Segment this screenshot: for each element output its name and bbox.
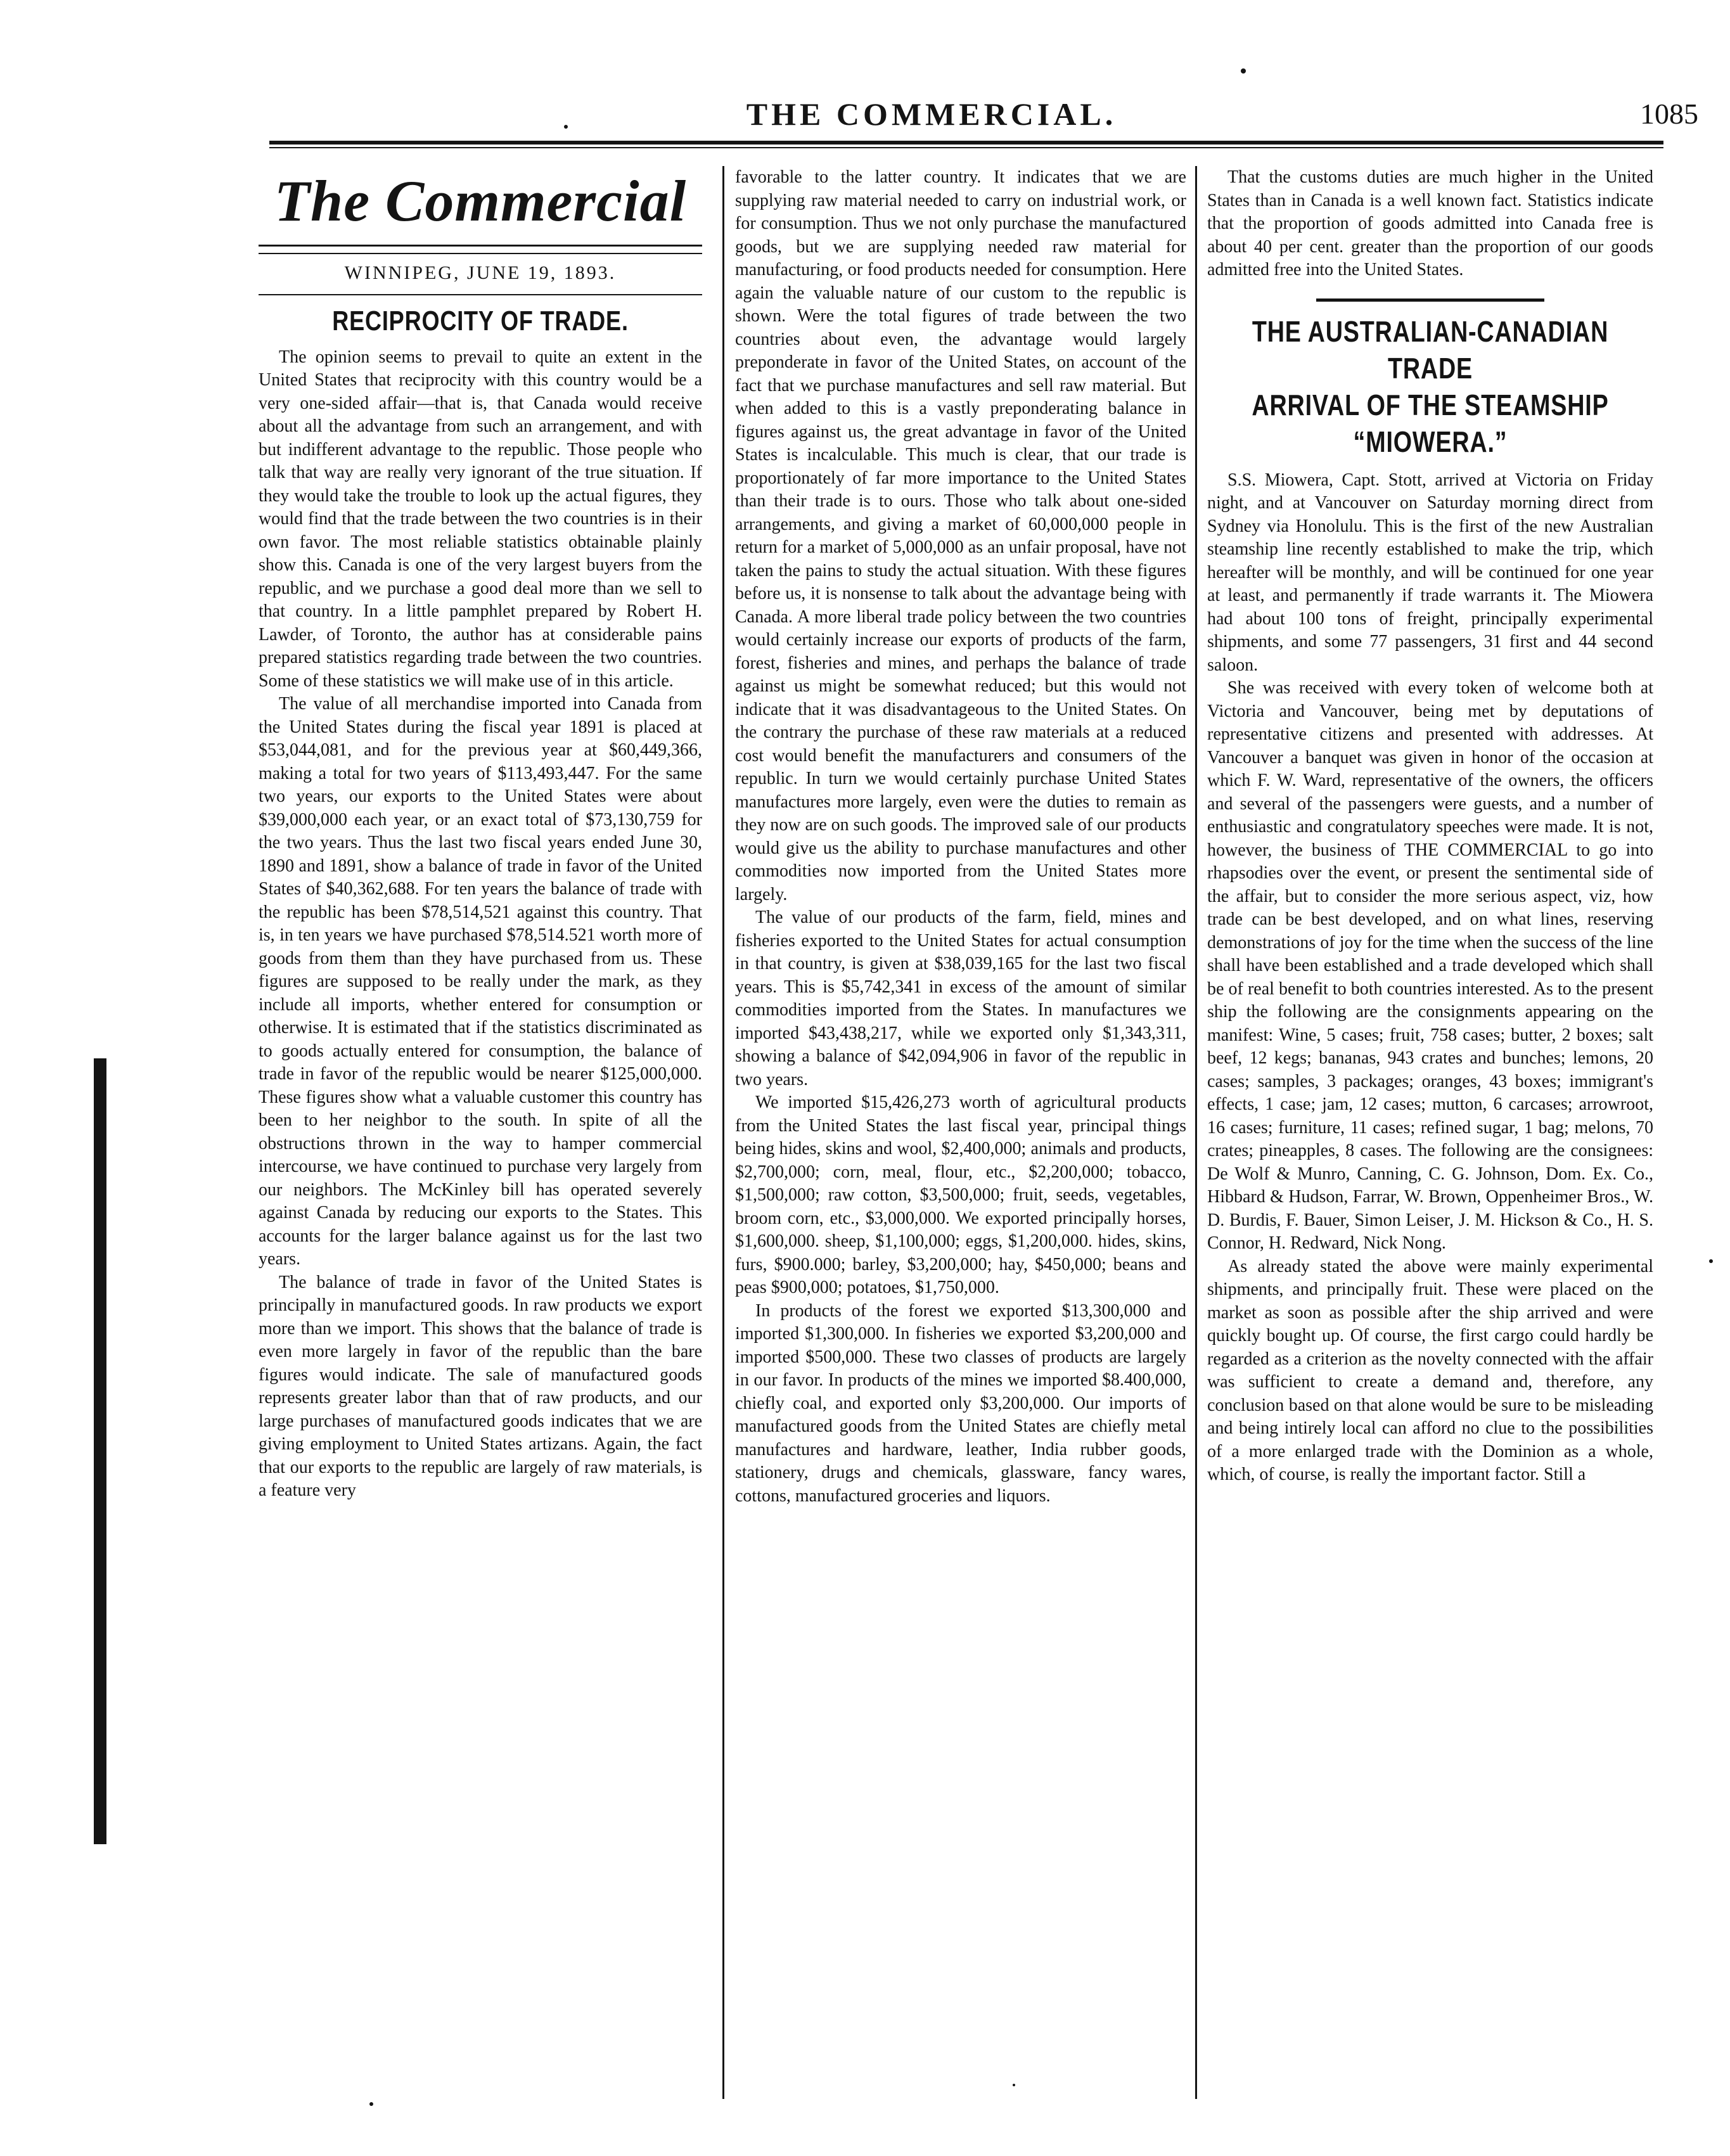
article-paragraph: favorable to the latter country. It indicates that we are supplying raw material needed to carry on industrial work, or for consumption. Thus we not only purchase the manufactured goods, but we are supplying needed raw material for manufacturing, or food products needed for consumption. Here again the valuable nature of our custom to the republic is shown. Were the total figures of trade between the two countries about even, the advantage would largely preponderate in favor of the United States, on account of the fact that we purchase manufactures and sell raw material. But when added to this is a vastly preponderating balance in figures against us, the great advantage in favor of the United States is incalculable. This much is clear, that our trade is proportionately of far more importance to the United States than their trade is to ours. Those who talk about one-sided arrangements, and giving a market of 60,000,000 people in return for a market of 5,000,000 as an unfair proposal, have not taken the pains to study the actual situation. With these figures before us, it is nonsense to talk about the advantage being with Canada. A more liberal trade policy between the two countries would certainly increase our exports of products of the farm, forest, fisheries and mines, and perhaps the balance of trade against us might be somewhat reduced; but this would not indicate that it was disadvantageous to the United States. On the contrary the purchase of these raw materials at a reduced cost would benefit the manufacturers and consumers of the republic. In turn we would certainly purchase United States manufactures more largely, even were the duties to remain as they now are on such goods. The improved sale of our products would give us the ability to purchase manufactures and other commodities now imported from the United States more largely.: [735, 167, 1186, 904]
column-1: [259, 166, 702, 1503]
section-divider: [1316, 298, 1544, 302]
heading-line: ARRIVAL OF THE STEAMSHIP: [1252, 388, 1609, 421]
speck: [1709, 1259, 1713, 1263]
column-3: [1207, 166, 1653, 1487]
running-head: [0, 95, 1730, 133]
speck: [1013, 2084, 1015, 2086]
heading-line: “MIOWERA.”: [1353, 425, 1508, 458]
article-paragraph: She was received with every token of welcome both at Victoria and Vancouver, being met by deputations of representative citizens and presented with addresses. At Vancouver a banquet was given in honor of the occasion at which F. W. Ward, representative of the owners, the officers and several of the passengers were guests, and a number of enthusiastic and congratulatory speeches were made. It is not, however, the business of THE COMMERCIAL to go into rhapsodies over the event, or present the sentimental side of the affair, but to consider the more serious aspect, viz, how trade can be best developed, and on what lines, reserving demonstrations of joy for the time when the success of the line shall have been established and a trade developed which shall be of real benefit to both countries interested. As to the present ship the following are the consignments appearing on the manifest: Wine, 5 cases; fruit, 758 cases; butter, 2 boxes; salt beef, 12 kegs; bananas, 943 crates and bunches; lemons, 20 cases; samples, 3 packages; oranges, 43 boxes; immigrant's effects, 1 case; jam, 12 cases; mutton, 6 carcases; arrowroot, 16 cases; furniture, 11 cases; refined sugar, 1 bag; melons, 70 crates; pineapples, 8 cases. The following are the consignees: De Wolf & Munro, Canning, C. G. Johnson, Dom. Ex. Co., Hibbard & Hudson, Farrar, W. Brown, Oppenheimer Bros., W. D. Burdis, F. Bauer, Simon Leiser, J. M. Hickson & Co., H. S. Connor, H. Redward, Nick Nong.: [1207, 678, 1653, 1253]
dateline-rule: [259, 294, 702, 295]
article-heading-2: [1247, 313, 1613, 460]
speck: [1241, 68, 1246, 74]
article-paragraph: S.S. Miowera, Capt. Stott, arrived at Victoria on Friday night, and at Vancouver on Saturday morning direct from Sydney via Honolulu. This is the first of the new Australian steamship line recently established to make the trip, which hereafter will be monthly, and will be continued for one year at least, and permanently if trade warrants it. The Miowera had about 100 tons of freight, principally experimental shipments, and some 77 passengers, 31 first and 44 second saloon.: [1207, 470, 1653, 675]
column-rule: [1195, 166, 1197, 2099]
article-paragraph: We imported $15,426,273 worth of agricultural products from the United States the last fiscal year, principal things being hides, skins and wool, $2,400,000; animals and products, $2,700,000; corn, meal, flour, etc., $2,200,000; tobacco, $1,500,000; raw cotton, $3,500,000; fruit, seeds, vegetables, broom corn, etc., $3,000,000. We exported principally horses, $1,600,000. sheep, $1,100,000; eggs, $1,200,000. hides, skins, furs, $900.000; barley, $3,200,000; hay, $450,000; beans and peas $900,000; potatoes, $1,750,000.: [735, 1093, 1186, 1297]
article-heading: RECIPROCITY OF TRADE.: [332, 305, 629, 337]
article-paragraph: In products of the forest we exported $13,300,000 and imported $1,300,000. In fisheries we exported $3,200,000 and imported $500,000. These two classes of products are largely in our favor. In products of the mines we imported $8.400,000, chiefly coal, and exported only $3,200,000. Our imports of manufactured goods from the United States are chiefly metal manufactures and hardware, leather, India rubber goods, stationery, drugs and chemicals, glassware, fancy wares, cottons, manufactured groceries and liquors.: [735, 1300, 1186, 1506]
article-paragraph: The opinion seems to prevail to quite an extent in the United States that reciprocity with this country would be a very one-sided affair—that is, that Canada would receive about all the advantage from such an arrangement, and with but indifferent advantage to the republic. Those people who talk that way are really very ignorant of the true situation. If they would take the trouble to look up the actual figures, they would find that the trade between the two countries is in their own favor. The most reliable statistics obtainable plainly show this. Canada is one of the very largest buyers from the republic, and we purchase a good deal more than we sell to that country. In a little pamphlet prepared by Robert H. Lawder, of Toronto, the author has at considerable pains prepared statistics regarding trade between the two countries. Some of these statistics we will make use of in this article.: [259, 347, 702, 691]
column-2: [735, 166, 1186, 1508]
header-rule: [269, 141, 1663, 144]
article-paragraph: As already stated the above were mainly experimental shipments, and principally fruit. These were placed on the market as soon as possible after the ship arrived and were quickly bought up. Of course, the first cargo could hardly be regarded as a criterion as the novelty connected with the affair was sufficient to create a demand and, therefore, any conclusion based on that alone would be sure to be misleading and being intirely local can afford no clue to the possibilities of a more enlarged trade with the Dominion as a whole, which, of course, is really the important factor. Still a: [1207, 1256, 1653, 1484]
article-paragraph: The value of our products of the farm, field, mines and fisheries exported to the United States for actual consumption in that country, is given at $38,039,165 for the last two fiscal years. This is $5,742,341 in excess of the amount of similar commodities imported from the States. In manufactures we imported $43,438,217, while we exported only $1,343,311, showing a balance of $42,094,906 in favor of the republic in two years.: [735, 908, 1186, 1089]
margin-bar: [94, 1058, 106, 1844]
heading-line: THE AUSTRALIAN-CANADIAN TRADE: [1252, 314, 1609, 385]
masthead: The Commercial: [274, 169, 687, 233]
running-head-title: THE COMMERCIAL.: [746, 96, 1117, 132]
masthead-rule: [259, 245, 702, 254]
page-number: 1085: [1640, 98, 1698, 130]
column-rule: [722, 166, 724, 2099]
article-paragraph: The value of all merchandise imported into Canada from the United States during the fiscal year 1891 is placed at $53,044,081, and for the previous year at $60,449,366, making a total for two years of $113,493,447. For the same two years, our exports to the United States were about $39,000,000 each year, or an exact total of $73,130,759 for the two years. Thus the last two fiscal years ended June 30, 1890 and 1891, show a balance of trade in favor of the United States of $40,362,688. For ten years the balance of trade with the republic has been $78,514,521 against this country. That is, in ten years we have purchased $78,514.521 worth more of goods from them than they have purchased from us. These figures are supposed to be really under the mark, as they include all imports, whether entered for consumption or otherwise. It is estimated that if the statistics discriminated as to goods actually entered for consumption, the balance of trade in favor of the republic would be nearer $125,000,000. These figures show what a valuable customer this country has been to her neighbor to the south. In spite of all the obstructions thrown in the way to hamper commercial intercourse, we have continued to purchase very largely from our neighbors. The McKinley bill has operated severely against Canada by reducing our exports to the States. This accounts for the larger balance against us for the last two years.: [259, 694, 702, 1269]
article-paragraph: That the customs duties are much higher in the United States than in Canada is a well known fact. Statistics indicate that the proportion of goods admitted into Canada free is about 40 per cent. greater than the proportion of our goods admitted free into the United States.: [1207, 167, 1653, 279]
article-paragraph: The balance of trade in favor of the United States is principally in manufactured goods. In raw products we export more than we import. This shows that the balance of trade is even more largely in favor of the republic than the bare figures would indicate. The sale of manufactured goods represents greater labor than that of raw products, and our large purchases of manufactured goods indicates that we are giving employment to United States artizans. Again, the fact that our exports to the republic are largely of raw materials, is a feature very: [259, 1272, 702, 1500]
dateline: WINNIPEG, JUNE 19, 1893.: [344, 262, 617, 283]
header-rule-thin: [269, 147, 1663, 148]
speck: [369, 2102, 373, 2106]
